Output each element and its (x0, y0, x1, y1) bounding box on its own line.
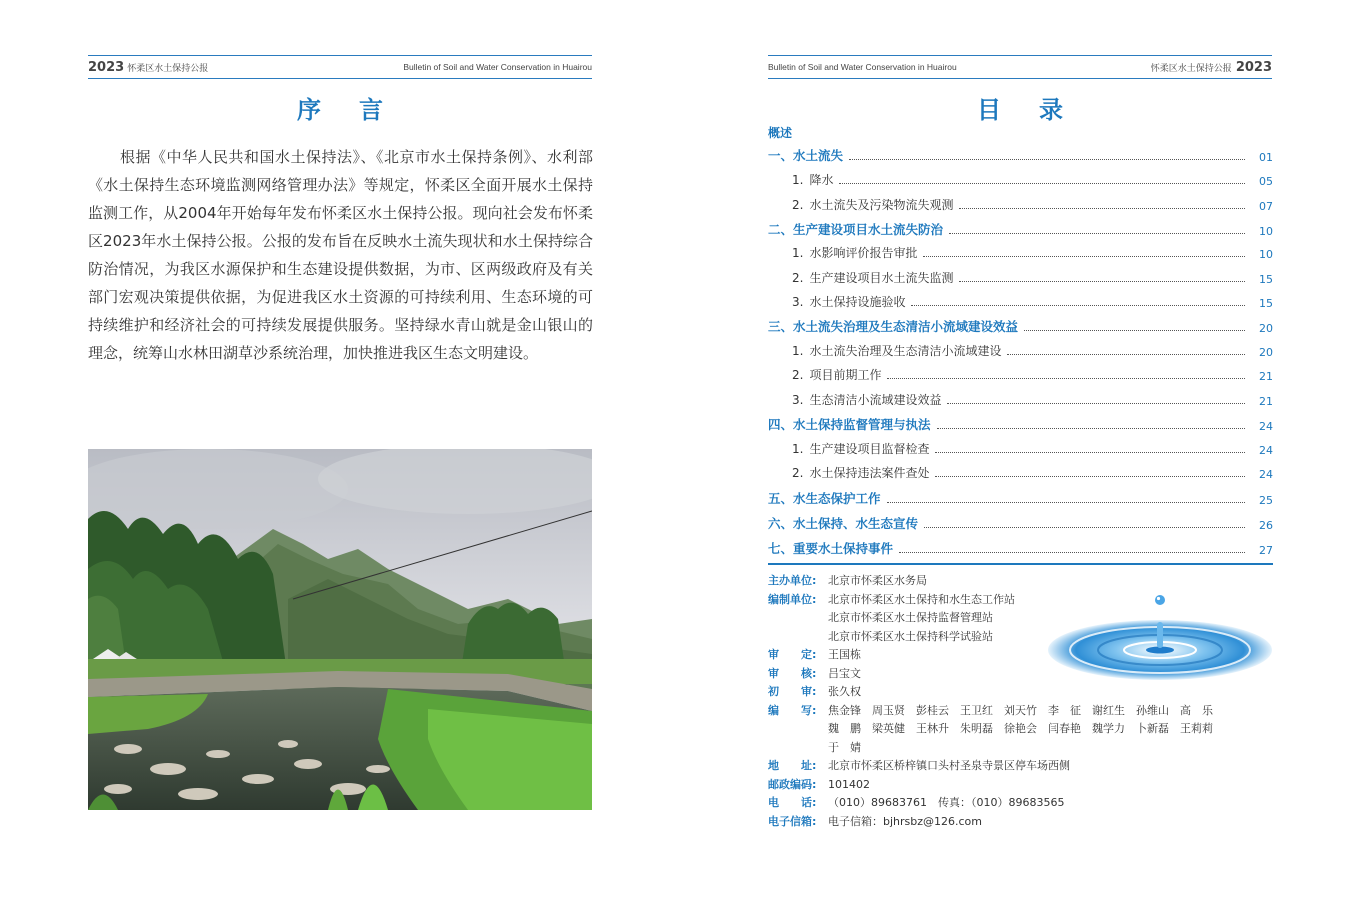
toc-leader-dots (1007, 353, 1245, 355)
toc-number: 3. (792, 393, 804, 407)
toc-section[interactable] (768, 317, 1273, 335)
toc-number: 2. (792, 198, 804, 212)
water-drop-graphic (1045, 588, 1275, 688)
toc-section[interactable] (768, 489, 1273, 507)
info-value (828, 591, 1015, 647)
toc-label (768, 342, 1001, 359)
toc-number: 1. (792, 246, 804, 260)
info-value-line: 王国栋 (828, 648, 861, 661)
info-value (828, 702, 1213, 758)
toc-section[interactable] (768, 220, 1273, 238)
toc-text: 一、水土流失 (768, 148, 844, 163)
info-key: 审 核: (768, 666, 817, 680)
info-value-line: 北京市怀柔区水土保持监督管理站 (828, 611, 993, 624)
toc-page-number: 24 (1259, 420, 1273, 433)
toc-label (768, 489, 881, 507)
toc-text: 水土保持设施验收 (809, 295, 906, 309)
toc-text: 六、水土保持、水生态宣传 (768, 516, 919, 531)
toc-page-number: 24 (1259, 468, 1273, 481)
info-value (828, 794, 1064, 813)
toc-section[interactable] (768, 415, 1273, 433)
toc-page-number: 24 (1259, 444, 1273, 457)
water-drop-icon (1045, 588, 1275, 688)
toc-number: 1. (792, 344, 804, 358)
toc-subsection[interactable] (768, 171, 1273, 188)
toc-label (768, 244, 917, 261)
info-key: 电 话: (768, 796, 817, 809)
header-title-en: Bulletin of Soil and Water Conservation in Huairou (768, 62, 957, 72)
info-key: 主办单位: (768, 574, 817, 587)
info-value (828, 646, 861, 665)
info-row (768, 813, 1238, 832)
toc-page-number: 27 (1259, 544, 1273, 557)
info-row (768, 794, 1238, 813)
toc-subsection[interactable] (768, 440, 1273, 457)
header-title-en: Bulletin of Soil and Water Conservation in Huairou (403, 62, 592, 72)
toc-label (768, 220, 943, 238)
info-value-line: 北京市怀柔区桥梓镇口头村圣泉寺景区停车场西侧 (828, 759, 1070, 772)
right-page (680, 0, 1361, 917)
info-value-line: 电子信箱：bjhrsbz@126.com (828, 814, 983, 828)
toc-subsection[interactable] (768, 244, 1273, 261)
toc-text: 水土流失及污染物流失观测 (809, 198, 954, 212)
header-title-cn: 怀柔区水土保持公报 (1150, 63, 1232, 74)
toc-leader-dots (887, 377, 1245, 379)
info-value-line: 北京市怀柔区水土保持和水生态工作站 (828, 592, 1015, 606)
toc-number: 1. (792, 173, 804, 187)
toc-title: 目录 (977, 96, 1101, 124)
toc-section[interactable] (768, 514, 1273, 532)
toc-page-number: 25 (1259, 494, 1273, 507)
info-value (828, 757, 1070, 776)
info-key: 编制单位: (768, 592, 817, 606)
toc-leader-dots (911, 304, 1245, 306)
toc-label (768, 171, 833, 188)
info-value-line: 魏 鹏 梁英健 王林升 朱明磊 徐艳会 闫春艳 魏学力 卜新磊 王莉莉 (828, 722, 1213, 735)
toc-page-number: 21 (1259, 370, 1273, 383)
toc-page-number: 26 (1259, 519, 1273, 532)
toc-label (768, 539, 893, 557)
toc-label (768, 514, 918, 532)
toc-leader-dots (923, 255, 1245, 257)
toc-leader-dots (959, 280, 1245, 282)
toc-text: 三、水土流失治理及生态清洁小流域建设效益 (768, 319, 1019, 334)
toc-subsection[interactable] (768, 269, 1273, 286)
info-row (768, 757, 1238, 776)
toc-subsection[interactable] (768, 196, 1273, 213)
info-value-line: 焦金锋 周玉贤 彭桂云 王卫红 刘天竹 李 征 谢红生 孙维山 高 乐 (828, 703, 1213, 717)
header-year: 2023 (88, 59, 125, 75)
toc-label (768, 366, 881, 383)
header-title-cn: 怀柔区水土保持公报 (127, 63, 209, 74)
toc-leader-dots (935, 475, 1245, 477)
toc-leader-dots (899, 551, 1245, 553)
info-value-line: 张久权 (828, 685, 861, 698)
toc-text: 四、水土保持监督管理与执法 (768, 417, 931, 432)
toc-text: 水土流失治理及生态清洁小流域建设 (809, 344, 1002, 358)
toc-leader-dots (839, 182, 1245, 184)
toc-subsection[interactable] (768, 391, 1273, 408)
info-value-line: （010）89683761 传真：（010）89683565 (828, 796, 1065, 809)
toc-label (768, 146, 843, 164)
info-value-line: 101402 (828, 777, 870, 791)
toc-page-number: 10 (1259, 225, 1273, 238)
toc-subsection[interactable] (768, 366, 1273, 383)
toc-leader-dots (849, 158, 1245, 160)
toc-number: 2. (792, 368, 804, 382)
info-key: 编 写: (768, 703, 817, 717)
left-page (0, 0, 680, 917)
toc-leader-dots (935, 451, 1245, 453)
info-value (828, 813, 982, 832)
info-key: 审 定: (768, 648, 817, 661)
toc-number: 2. (792, 466, 804, 480)
toc-leader-dots (937, 427, 1245, 429)
preface-text: 根据《中华人民共和国水土保持法》、《北京市水土保持条例》、水利部《水土保持生态环境监测网络管理办法》等规定，怀柔区全面开展水土保持监测工作，从2004年开始每年发布怀柔区水土保持公报。现向社会发布怀柔区2023年水土保持公报。公报的发布旨在反映水土流失现状和水土保持综合防治情况，为我区水源保护和生态建设提供数据，为市、区两级政府及有关部门宏观决策提供依据，为促进我区水土资源的可持续利用、生态环境的可持续维护和经济社会的可持续发展提供服务。坚持绿水青山就是金山银山的理念，统筹山水林田湖草沙系统治理，加快推进我区生态文明建设。 (88, 148, 593, 362)
toc-text: 生态清洁小流域建设效益 (809, 393, 942, 407)
toc-number: 3. (792, 295, 804, 309)
toc-leader-dots (924, 526, 1245, 528)
toc-leader-dots (887, 501, 1245, 503)
toc-subsection[interactable] (768, 342, 1273, 359)
toc-number: 1. (792, 442, 804, 456)
toc-section[interactable] (768, 539, 1273, 557)
info-value (828, 776, 870, 795)
toc-text: 二、生产建设项目水土流失防治 (768, 222, 944, 237)
toc-text: 五、水生态保护工作 (768, 491, 881, 506)
toc-page-number: 10 (1259, 248, 1273, 261)
toc-label (768, 440, 929, 457)
toc-leader-dots (949, 232, 1245, 234)
toc-page-number: 01 (1259, 151, 1273, 164)
toc-text: 项目前期工作 (809, 368, 882, 382)
toc-subsection[interactable] (768, 293, 1273, 310)
right-header (768, 55, 1272, 79)
river-landscape-image (88, 449, 592, 810)
toc-text: 七、重要水土保持事件 (768, 541, 894, 556)
toc-leader-dots (1024, 329, 1245, 331)
toc-label (768, 415, 931, 433)
toc-text: 生产建设项目监督检查 (809, 442, 930, 456)
toc-text: 降水 (809, 173, 834, 187)
table-of-contents (768, 124, 1273, 557)
toc-text: 水土保持违法案件查处 (809, 466, 930, 480)
toc-subsection[interactable] (768, 464, 1273, 481)
header-year: 2023 (1235, 59, 1272, 75)
toc-label (768, 317, 1018, 335)
toc-label (768, 269, 953, 286)
info-key: 邮政编码: (768, 777, 817, 791)
toc-text: 生产建设项目水土流失监测 (809, 271, 954, 285)
toc-page-number: 20 (1259, 322, 1273, 335)
toc-page-number: 15 (1259, 297, 1273, 310)
toc-page-number: 21 (1259, 395, 1273, 408)
preface-title: 序言 (297, 96, 421, 124)
toc-label (768, 464, 929, 481)
toc-leader-dots (959, 207, 1245, 209)
info-value-line: 吕宝文 (828, 666, 861, 680)
toc-divider (768, 563, 1273, 565)
info-value (828, 572, 927, 591)
toc-label (768, 293, 905, 310)
left-header (88, 55, 592, 79)
toc-section[interactable] (768, 146, 1273, 164)
toc-page-number: 05 (1259, 175, 1273, 188)
info-row (768, 702, 1238, 758)
toc-overview: 概述 (768, 126, 793, 140)
toc-number: 2. (792, 271, 804, 285)
toc-label (768, 391, 941, 408)
toc-page-number: 07 (1259, 200, 1273, 213)
toc-label (768, 196, 953, 213)
info-key: 电子信箱: (768, 814, 817, 828)
info-row (768, 776, 1238, 795)
info-key: 地 址: (768, 759, 817, 772)
info-value-line: 北京市怀柔区水土保持科学试验站 (828, 629, 993, 643)
info-key: 初 审: (768, 685, 817, 698)
info-value-line: 于 婧 (828, 740, 861, 754)
toc-page-number: 20 (1259, 346, 1273, 359)
info-value (828, 665, 861, 684)
toc-leader-dots (947, 402, 1245, 404)
toc-page-number: 15 (1259, 273, 1273, 286)
info-value (828, 683, 861, 702)
info-value-line: 北京市怀柔区水务局 (828, 574, 927, 587)
landscape-photo (88, 449, 592, 810)
toc-text: 水影响评价报告审批 (809, 246, 918, 260)
